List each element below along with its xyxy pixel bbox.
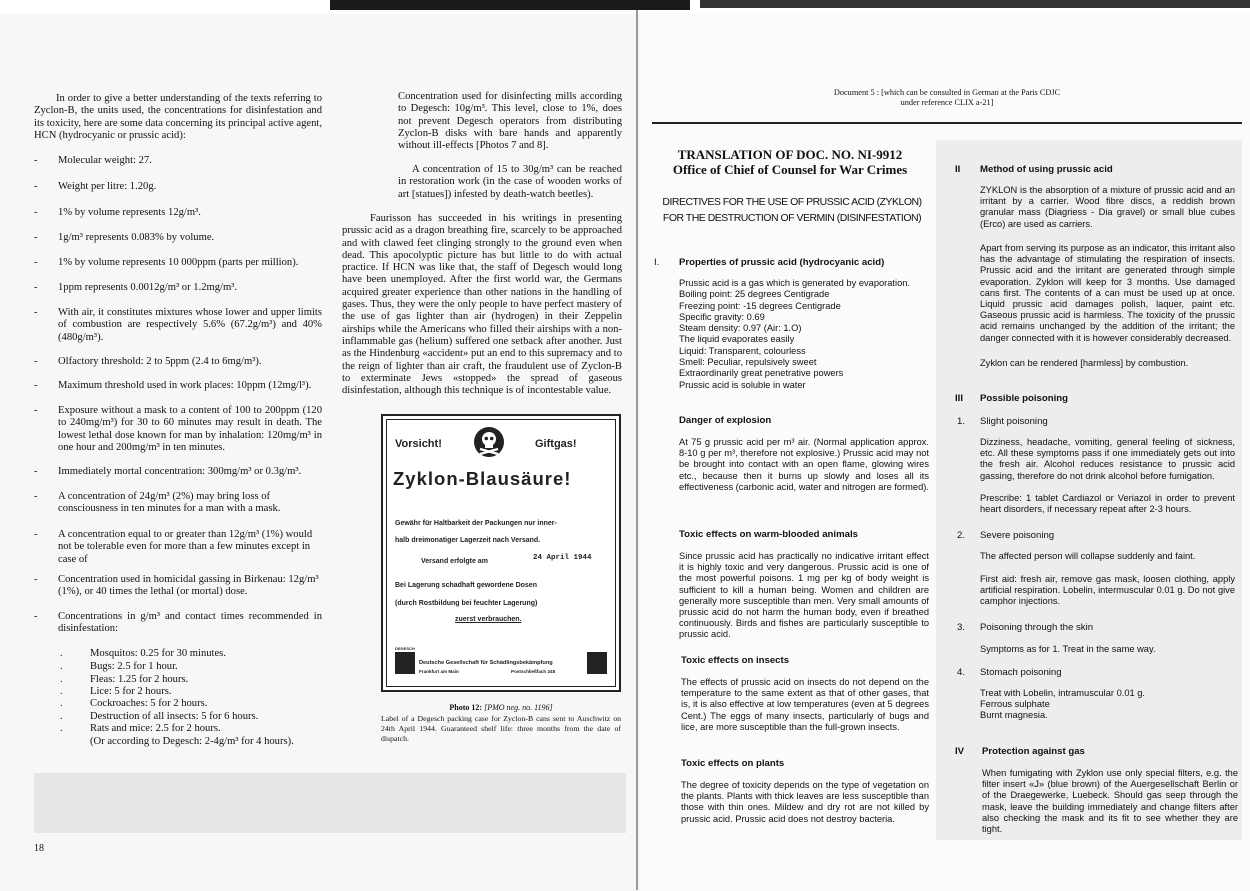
list-item: Exposure without a mask to a content of 100 to 200ppm (120 to 240mg/m³) for 30 to 60 minutes may result in death. The lowest lethal dose known for man by inhalation: 120mg/m³ in one hour and 200mg/m³ in ten minutes. xyxy=(58,405,322,453)
section-heading-method: Method of using prussic acid xyxy=(980,164,1113,175)
first-aid-text: First aid: fresh air, remove gas mask, loosen clothing, apply artificial respiration. Lobelin, intermuscular 0.01 g. Do not give camphor injections. xyxy=(980,574,1235,607)
label-company: Deutsche Gesellschaft für Schädlingsbekämpfung xyxy=(419,660,553,666)
property-line: Liquid: Transparent, colourless xyxy=(679,345,806,356)
logo-text: DEGESCH xyxy=(395,646,415,651)
list-item: A concentration of 24g/m³ (2%) may bring loss of consciousness in ten minutes for a man with a mask. xyxy=(58,491,281,515)
property-line: Freezing point: -15 degrees Centigrade xyxy=(679,300,841,311)
skin-poisoning-text: Symptoms as for 1. Treat in the same way. xyxy=(980,644,1156,654)
page-gutter xyxy=(636,10,638,890)
label-dispatch-date: 24 April 1944 xyxy=(533,554,592,562)
sub-list-item: Bugs: 2.5 for 1 hour. xyxy=(90,661,178,672)
method-paragraph: Apart from serving its purpose as an indicator, this irritant also has the advantage of stimulating the respiration of insects. Prussic acid and the irritant are generated through simple evaporation. Zyklon will keep for 3 months. Use damaged cans first. The contents of a can must be used up at once. Liquid prussic acid damages polish, laquer, paint etc. Gaseous prussic acid is harmless. The toxicity of the prussic acid remains unchanged by the addition of the irritant; the danger connected with it is however considerably decreased. xyxy=(980,243,1235,343)
item-number: 4. xyxy=(957,667,966,678)
photo-caption-head xyxy=(381,703,621,713)
scan-top-edge xyxy=(0,0,1250,14)
skull-icon xyxy=(473,426,505,458)
sub-list-item: Fleas: 1.25 for 2 hours. xyxy=(90,674,189,685)
list-item: 1% by volume represents 12g/m³. xyxy=(58,207,201,218)
skin-poisoning-heading: Poisoning through the skin xyxy=(980,622,1094,633)
list-item: Molecular weight: 27. xyxy=(58,155,152,166)
translation-title: TRANSLATION OF DOC. NO. NI-9912 Office of Chief of Counsel for War Crimes xyxy=(672,147,908,177)
section-number: III xyxy=(955,393,963,404)
property-line: Boiling point: 25 degrees Centigrade xyxy=(679,289,830,300)
sub-list-item: Lice: 5 for 2 hours. xyxy=(90,686,172,697)
severe-poisoning-text: The affected person will collapse suddenly and faint. xyxy=(980,551,1196,561)
degesch-logo-right xyxy=(587,652,607,674)
prescribe-text: Prescribe: 1 tablet Cardiazol or Veriazol in order to prevent heart disorders, if necessary repeat after 2-3 hours. xyxy=(980,493,1235,515)
list-item: 1g/m³ represents 0.083% by volume. xyxy=(58,232,215,243)
property-line: Extraordinarily great penetrative powers xyxy=(679,368,844,379)
subheading-explosion: Danger of explosion xyxy=(679,415,772,426)
list-item: Immediately mortal concentration: 300mg/m³ or 0.3g/m³. xyxy=(58,466,302,477)
subheading-warm-blooded: Toxic effects on warm-blooded animals xyxy=(679,529,858,540)
warm-blooded-text: Since prussic acid has practically no indicative irritant effect it is highly toxic and very dangerous. Prussic acid is one of the most powerful poisons. 1 mg per kg of body weight is sufficient to kill a human being. Women and children are generally more susceptible than men. Very small amounts of prussic acid do not harm the human body, even if breathed continuously. Birds and fishes are particularly susceptible to prussic acid. xyxy=(679,551,929,640)
section-number: IV xyxy=(955,746,965,757)
list-item: 1ppm represents 0.0012g/m³ or 1.2mg/m³. xyxy=(58,282,238,293)
label-giftgas: Giftgas! xyxy=(535,438,577,450)
list-item: Weight per litre: 1.20g. xyxy=(58,181,157,192)
label-line: zuerst verbrauchen. xyxy=(455,616,522,623)
list-item: Concentrations in g/m³ and contact times recommended in disinfestation: xyxy=(58,611,322,635)
stomach-treatment-list: Treat with Lobelin, intramuscular 0.01 g. Ferrous sulphate Burnt magnesia. xyxy=(980,688,1146,721)
list-item: Maximum threshold used in work places: 10ppm (12mg/l³). xyxy=(58,380,312,391)
slight-poisoning-heading: Slight poisoning xyxy=(980,416,1048,427)
section-heading-poisoning: Possible poisoning xyxy=(980,393,1068,404)
item-number: 1. xyxy=(957,416,966,427)
label-line: Gewähr für Haltbarkeit der Packungen nur inner- xyxy=(395,520,557,527)
label-line: Versand erfolgte am xyxy=(421,558,488,565)
section-heading-properties: Properties of prussic acid (hydrocyanic acid) xyxy=(679,257,885,268)
explosion-text: At 75 g prussic acid per m³ air. (Normal application approx. 8-10 g per m³, therefore not explosive.) Prussic acid may not be brought into contact with an open flame, glowing wires etc., because then it burns up slowly and loses all its effectiveness (carbonic acid, water and nitrogen are formed). xyxy=(679,437,929,492)
stomach-poisoning-heading: Stomach poisoning xyxy=(980,667,1062,678)
list-item: 1% by volume represents 10 000ppm (parts per million). xyxy=(58,257,299,268)
property-line: Prussic acid is a gas which is generated by evaporation. xyxy=(679,278,910,288)
photo-caption-text: Label of a Degesch packing case for Zyclon-B cans sent to Auschwitz on 24th April 1944. Guaranteed shelf life: three months from the date of dispatch. xyxy=(381,714,621,743)
item-number: 2. xyxy=(957,530,966,541)
list-item: A concentration equal to or greater than 12g/m³ (1%) would not be tolerable even for more than a few minutes except in case of xyxy=(58,529,313,565)
label-line: Bei Lagerung schadhaft gewordene Dosen xyxy=(395,582,537,589)
property-line: The liquid evaporates easily xyxy=(679,334,795,345)
method-paragraph: Zyklon can be rendered [harmless] by combustion. xyxy=(980,358,1189,368)
zyklon-label-photo xyxy=(381,414,621,692)
plants-text: The degree of toxicity depends on the type of vegetation on the plants. Plants with thick leaves are less susceptible than those with thin ones. Mildew and dry rot are not killed by prussic acid. Prussic acid does not destroy bacteria. xyxy=(681,780,929,824)
footer-grey-band xyxy=(34,773,626,833)
faurisson-paragraph: Faurisson has succeeded in his writings in presenting prussic acid as a dragon breathing fire, scarcely to be approached and with clawed feet clinging strongly to the ground even when dead. This apocolyptic picture has but little to do with actual practice. If HCN was like that, the staff of Degesch would long have been unemployed. After the first world war, the Germans acquired greater experience than other nations in the handling of gases. Thus, they were the only people to have perfect mastery of the use of gas lighter than air (hydrogen) in their Zeppelin airships while the Americans who filled their airships with a non-inflammable gas (helium) suffered one setback after another. Just as the Hindenburg «accident» put an end to this supremacy and to the reign of lighter than air craft, the fraudulent use of Zyclon-B to exterminate Jews «stopped» the spread of gaseous disinfestation, although this technique is of incontestable value. xyxy=(342,213,622,397)
section-number: I. xyxy=(654,257,660,268)
sub-list-item: (Or according to Degesch: 2-4g/m³ for 4 hours). xyxy=(90,736,294,747)
caption-ref: [PMO neg. no. 1196] xyxy=(484,703,553,712)
mills-paragraph: Concentration used for disinfecting mills according to Degesch: 10g/m³. This level, close to 1%, does not prevent Degesch operators from distributing Zyclon-B disks with bare hands and apparently without ill-effects [Photos 7 and 8]. xyxy=(398,91,622,152)
subheading-insects: Toxic effects on insects xyxy=(681,655,790,666)
properties-list xyxy=(679,278,929,391)
label-line: (durch Rostbildung bei feuchter Lagerung) xyxy=(395,600,538,607)
insects-text: The effects of prussic acid on insects do not depend on the temperature to the same extent as that of other gases, that is, it is also effective at low temperatures (even at 5 degrees Cent.) The eggs of many insects, particularly of bugs and lice, are more susceptible than the full-grown insects. xyxy=(681,677,929,732)
label-title: Zyklon-Blausäure! xyxy=(393,468,572,489)
restoration-paragraph: A concentration of 15 to 30g/m³ can be reached in restoration work (in the case of wooden works of art [statues]) infested by death-watch beetles). xyxy=(398,164,622,200)
property-line: Steam density: 0.97 (Air: 1.O) xyxy=(679,323,802,334)
sub-list-item: Mosquitos: 0.25 for 30 minutes. xyxy=(90,648,226,659)
section-number: II xyxy=(955,164,961,175)
slight-poisoning-text: Dizziness, headache, vomiting, general feeling of sickness, etc. All these symptoms pass if one immediately gets out into the fresh air. Alcohol reduces resistance to prussic acid gassing, therefore do not drink alcohol before fumigation. xyxy=(980,437,1235,481)
subheading-plants: Toxic effects on plants xyxy=(681,758,785,769)
label-city: Frankfurt am Main xyxy=(419,669,459,674)
sub-list-item: Rats and mice: 2.5 for 2 hours. xyxy=(90,723,221,734)
method-paragraph: ZYKLON is the absorption of a mixture of prussic acid and an irritant by a carrier. Wood fibre discs, a reddish brown granular mass (Diagriess - Dia gravel) or small blue cubes (Erco) are used as carriers. xyxy=(980,185,1235,229)
list-item: Olfactory threshold: 2 to 5ppm (2.4 to 6mg/m³). xyxy=(58,356,262,367)
page-number: 18 xyxy=(34,843,44,854)
item-number: 3. xyxy=(957,622,966,633)
section-heading-protection: Protection against gas xyxy=(982,746,1085,757)
property-line: Prussic acid is soluble in water xyxy=(679,379,806,390)
degesch-logo-left xyxy=(395,652,415,674)
label-vorsicht: Vorsicht! xyxy=(395,438,442,450)
severe-poisoning-heading: Severe poisoning xyxy=(980,530,1055,541)
property-line: Smell: Peculiar, repulsively sweet xyxy=(679,357,817,368)
list-item: With air, it constitutes mixtures whose lower and upper limits of combustion are respectively 5.6% (67.2g/m³) and 40% (480g/m³). xyxy=(58,307,322,343)
property-line: Specific gravity: 0.69 xyxy=(679,311,765,322)
list-item: Concentration used in homicidal gassing in Birkenau: 12g/m³ (1%), or 40 times the lethal (or mortal) dose. xyxy=(58,574,319,598)
label-line: halb dreimonatiger Lagerzeit nach Versand. xyxy=(395,537,541,544)
label-postbox: Postschließfach 248 xyxy=(511,669,556,674)
sub-list-item: Destruction of all insects: 5 for 6 hours. xyxy=(90,711,259,722)
header-rule xyxy=(652,122,1242,124)
intro-paragraph: In order to give a better understanding of the texts referring to Zyclon-B, the units used, the concentrations for disinfestation and its toxicity, here are some data concerning its principal active agent, HCN (hydrocyanic or prussic acid): xyxy=(34,93,322,141)
directives-heading: DIRECTIVES FOR THE USE OF PRUSSIC ACID (ZYKLON) FOR THE DESTRUCTION OF VERMIN (DISINFESTATION) xyxy=(662,196,922,224)
document-note: Document 5 : [which can be consulted in German at the Paris CDJC under reference CLIX a-21] xyxy=(833,88,1061,107)
caption-title: Photo 12: xyxy=(449,703,483,712)
protection-text: When fumigating with Zyklon use only special filters, e.g. the filter insert «J» (blue brown) of the Auergesellschaft Berlin or of the Draegewerke, Luebeck. Should gas seep through the mask, leave the building immediately and change filters after also checking the mask and its fit to see whether they are tight. xyxy=(982,768,1238,835)
sub-list-item: Cockroaches: 5 for 2 hours. xyxy=(90,698,208,709)
